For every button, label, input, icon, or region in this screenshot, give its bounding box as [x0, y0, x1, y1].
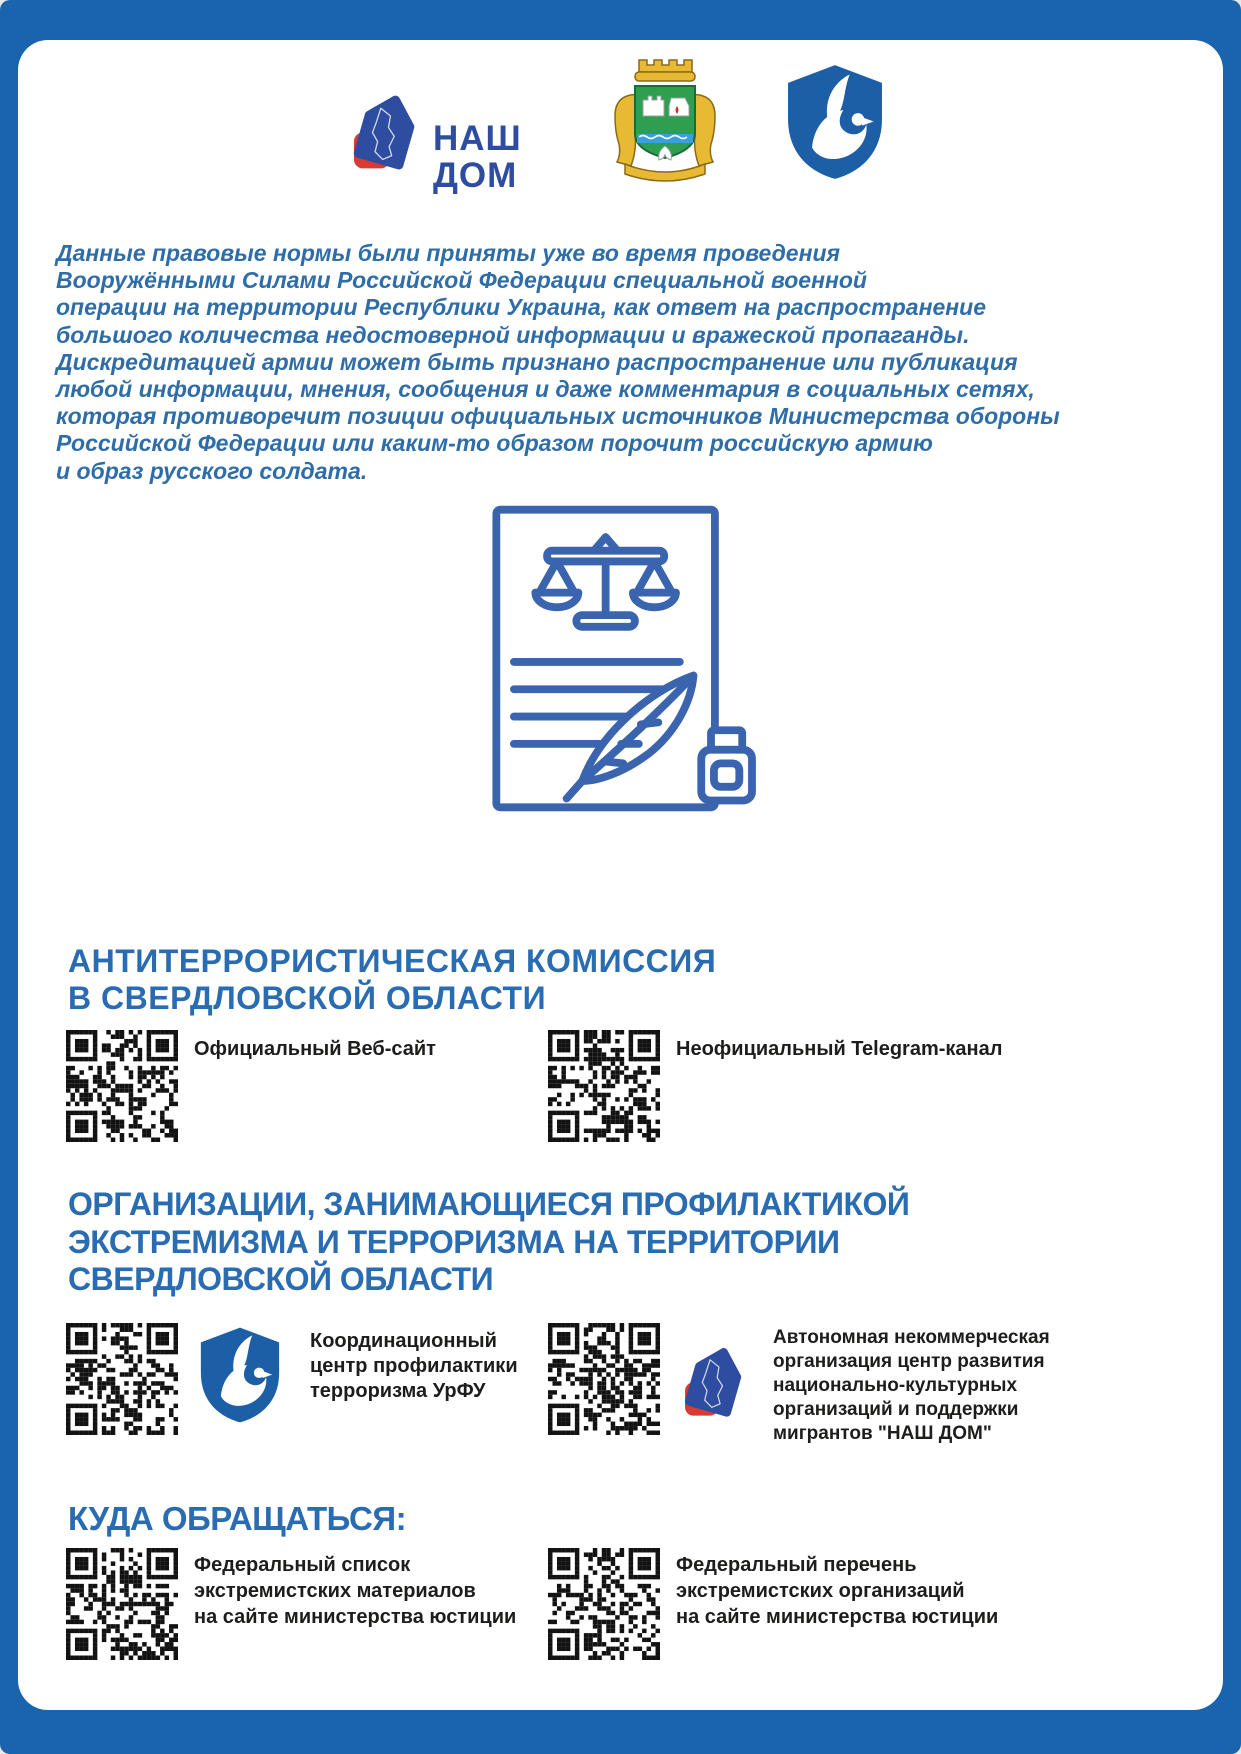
label-line: Координационный [310, 1330, 497, 1352]
section1-title-line: АНТИТЕРРОРИСТИЧЕСКАЯ КОМИССИЯ [68, 943, 717, 979]
label-line: национально-культурных [773, 1375, 1018, 1396]
nash-dom-house-icon-small [682, 1336, 744, 1424]
intro-line: большого количества недостоверной информации и вражеской пропаганды. [56, 321, 970, 348]
nash-dom-word-1: НАШ [433, 119, 522, 158]
section-title-prevention-organizations [68, 1186, 909, 1299]
section2-title-line: ОРГАНИЗАЦИИ, ЗАНИМАЮЩИЕСЯ ПРОФИЛАКТИКОЙ [68, 1186, 910, 1222]
qr-code-nash-dom-org [548, 1323, 660, 1435]
qr-code-extremist-organizations-list [548, 1548, 660, 1660]
label-urfu-center [310, 1329, 518, 1404]
label-line: Федеральный перечень [676, 1554, 917, 1576]
qr-code-official-website [66, 1030, 178, 1142]
section2-title-line: ЭКСТРЕМИЗМА И ТЕРРОРИЗМА НА ТЕРРИТОРИИ [68, 1223, 840, 1260]
label-telegram-channel [676, 1036, 1002, 1062]
shield-dove-logo [780, 62, 890, 182]
coat-of-arms-icon [597, 56, 733, 182]
nash-dom-logo [352, 82, 416, 178]
label-line: на сайте министерства юстиции [194, 1606, 517, 1628]
nash-dom-org-logo [682, 1336, 744, 1424]
label-line: Федеральный список [194, 1554, 411, 1576]
label-line: Официальный Веб-сайт [194, 1038, 436, 1060]
intro-line: Дискредитацией армии может быть признано распространение или публикация [56, 348, 1018, 375]
yekaterinburg-coat-of-arms [597, 56, 733, 182]
urfu-shield-dove-logo [196, 1325, 284, 1425]
shield-dove-icon [780, 62, 890, 182]
label-extremist-organizations-list [676, 1552, 998, 1630]
qr-code-telegram-channel [548, 1030, 660, 1142]
section1-title-line: В СВЕРДЛОВСКОЙ ОБЛАСТИ [68, 980, 547, 1016]
label-line: экстремистских материалов [194, 1580, 476, 1602]
label-line: на сайте министерства юстиции [676, 1606, 999, 1628]
intro-line: Российской Федерации или каким-то образом порочит российскую армию [56, 430, 933, 457]
qr-code-urfu-center [66, 1323, 178, 1435]
section-title-where-to-apply [68, 1500, 406, 1538]
qr-code-extremist-materials-list [66, 1548, 178, 1660]
intro-line: и образ русского солдата. [56, 457, 368, 484]
poster-card [18, 40, 1223, 1710]
section2-title-line: СВЕРДЛОВСКОЙ ОБЛАСТИ [68, 1261, 494, 1297]
label-line: центр профилактики [310, 1355, 518, 1377]
label-extremist-materials-list [194, 1552, 516, 1630]
shield-dove-icon-small [196, 1325, 284, 1425]
law-document-illustration [481, 498, 781, 820]
label-nash-dom-org [773, 1326, 1050, 1446]
intro-line: операции на территории Республики Украина, как ответ на распространение [56, 294, 986, 321]
label-line: организация центр развития [773, 1351, 1045, 1372]
scales-quill-inkwell-icon [481, 498, 781, 820]
nash-dom-house-icon [352, 82, 416, 178]
section-title-antiterror-commission [68, 943, 716, 1017]
label-line: экстремистских организаций [676, 1580, 965, 1602]
label-line: Автономная некоммерческая [773, 1327, 1050, 1348]
label-official-website [194, 1036, 436, 1062]
label-line: организаций и поддержки [773, 1399, 1019, 1420]
intro-paragraph [56, 240, 1060, 485]
intro-line: любой информации, мнения, сообщения и даже комментария в социальных сетях, [56, 376, 1035, 403]
label-line: терроризма УрФУ [310, 1380, 486, 1402]
intro-line: которая противоречит позиции официальных источников Министерства обороны [56, 403, 1060, 430]
intro-line: Данные правовые нормы были приняты уже во время проведения [56, 240, 841, 266]
intro-line: Вооружёнными Силами Российской Федерации специальной военной [56, 267, 867, 294]
nash-dom-word-2: ДОМ [433, 156, 518, 195]
label-line: мигрантов "НАШ ДОМ" [773, 1423, 992, 1444]
section3-title-line: КУДА ОБРАЩАТЬСЯ: [68, 1500, 407, 1537]
label-line: Неофициальный Telegram-канал [676, 1038, 1003, 1060]
nash-dom-wordmark [433, 120, 522, 194]
